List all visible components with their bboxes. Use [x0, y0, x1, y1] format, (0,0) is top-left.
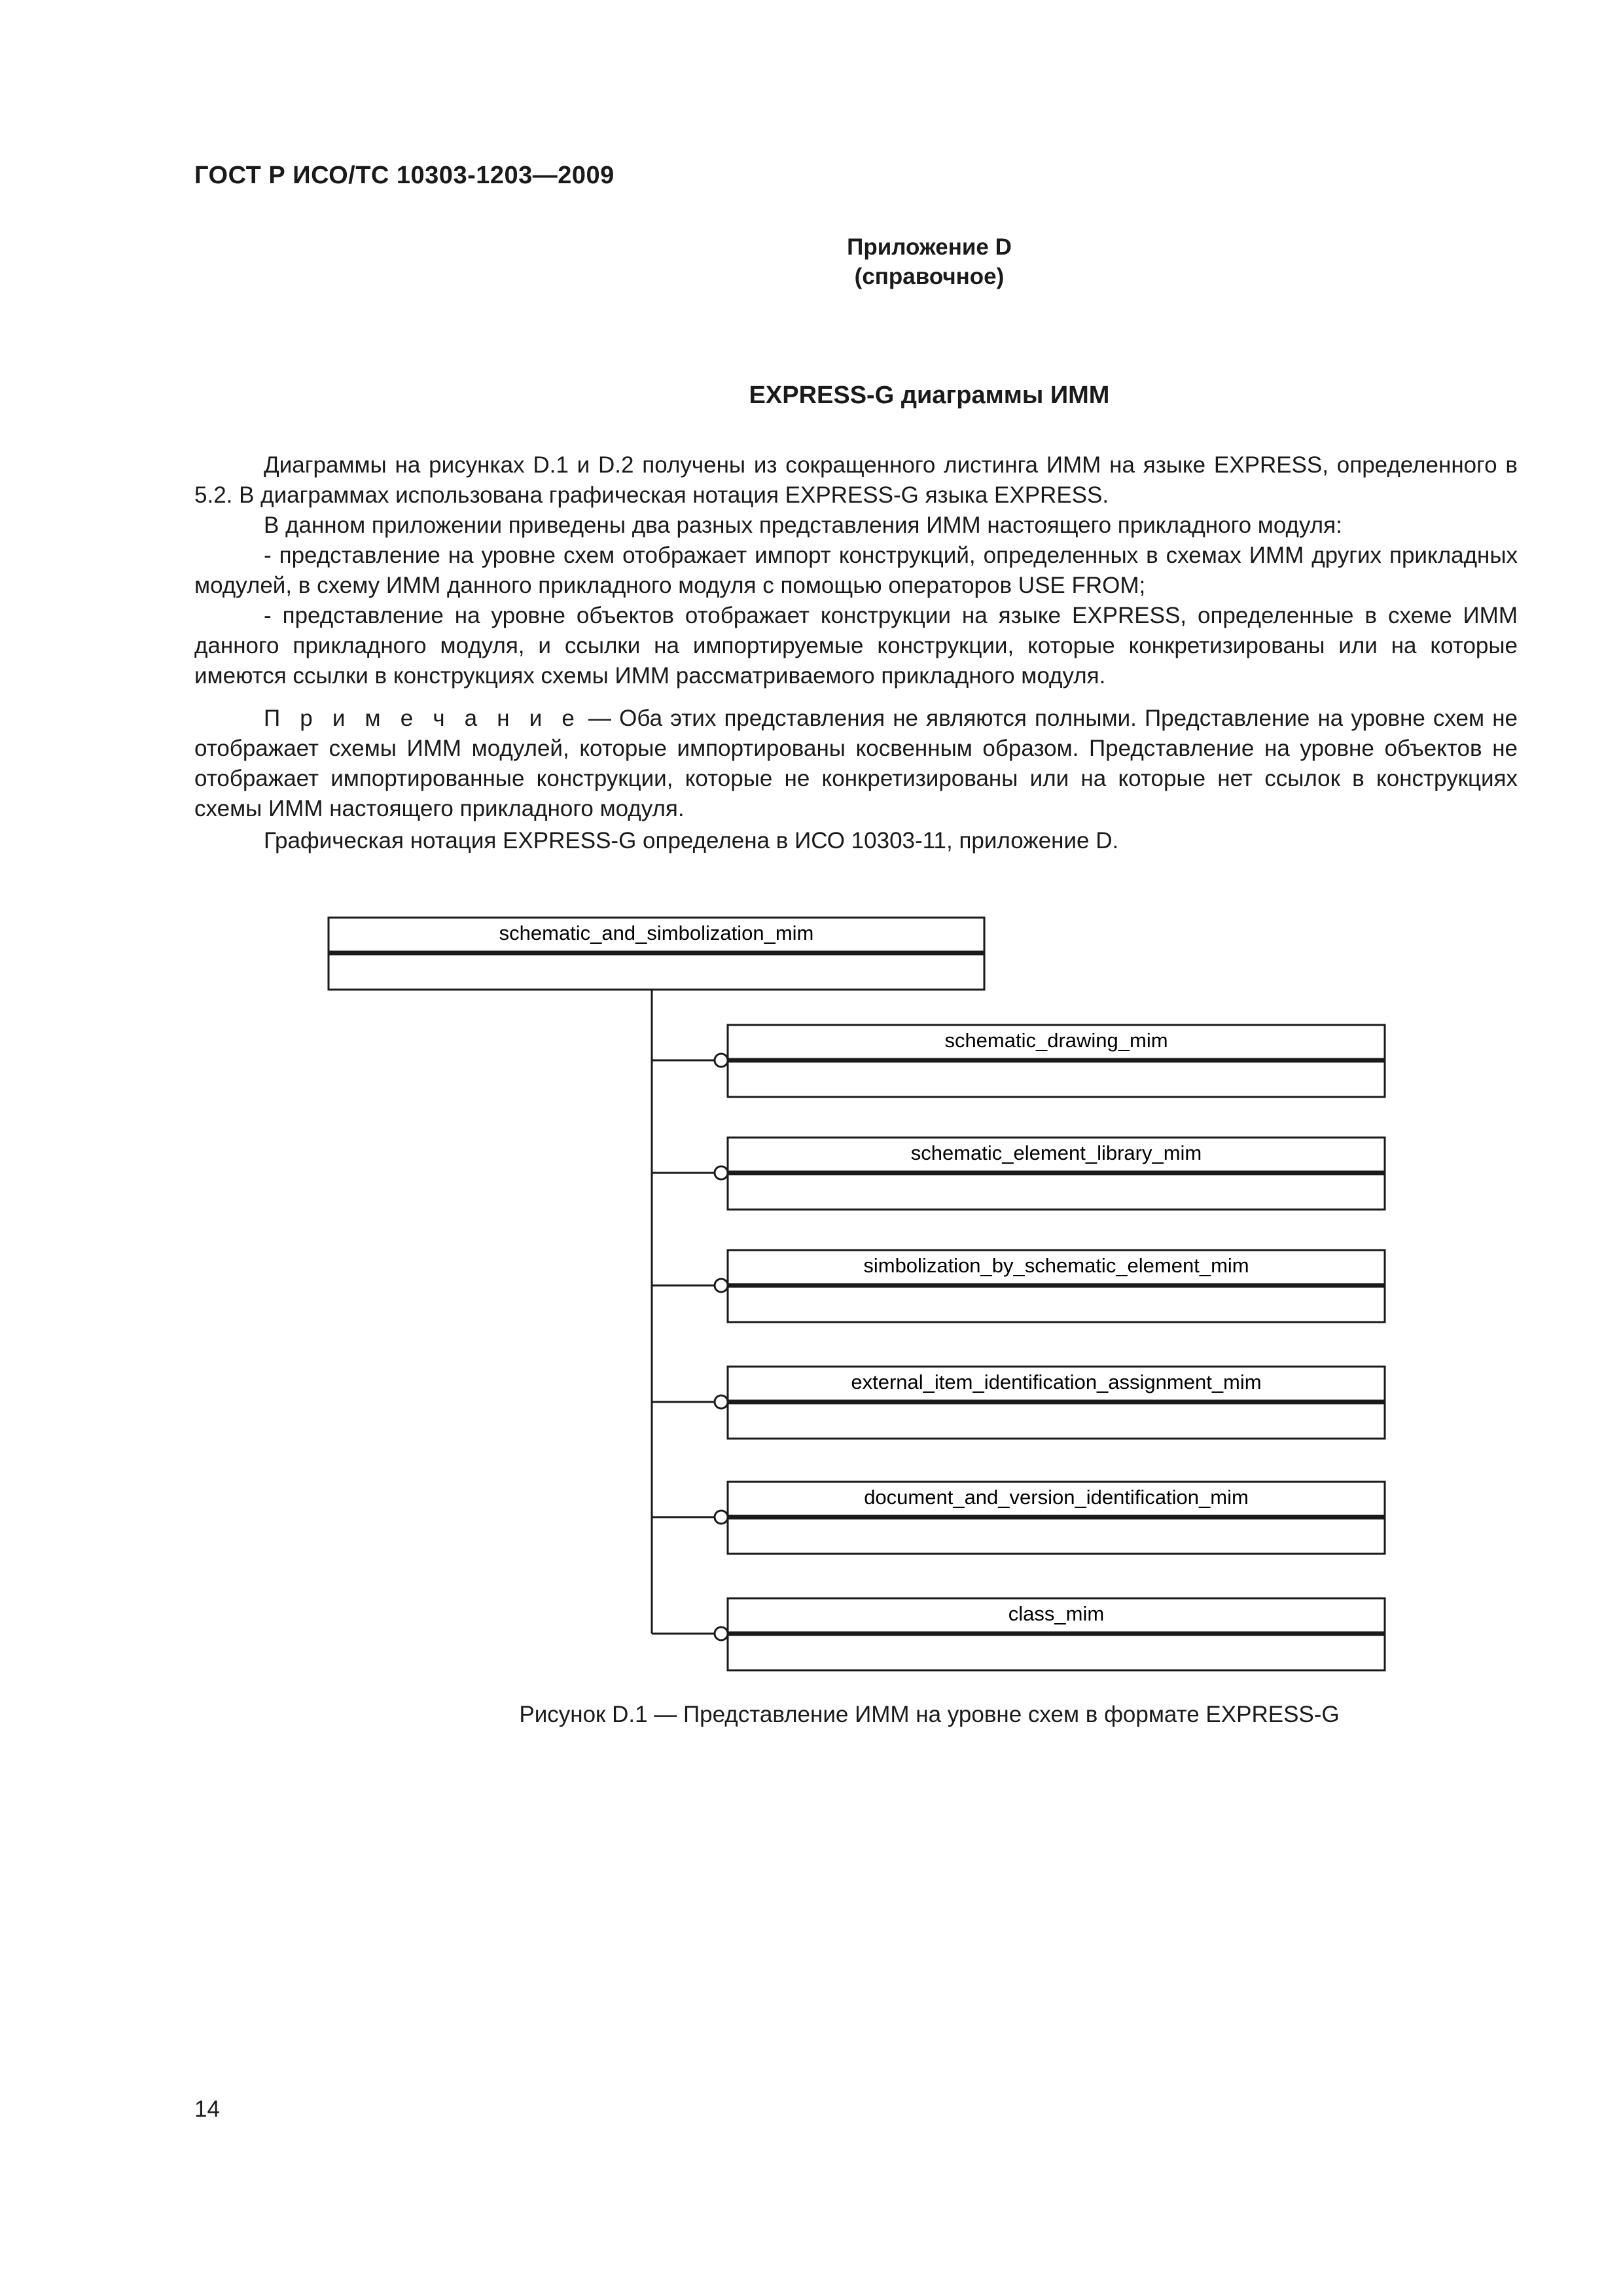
use-from-circle-icon: [715, 1627, 728, 1640]
imported-schema-box: [652, 1138, 1385, 1210]
list-item: - представление на уровне объектов отображает конструкции на языке EXPRESS, определенные в схеме ИММ данного прикладного модуля, и ссылки на импортируемые конструкции, которые конкретизированы или на которые имеются ссылки в конструкциях схемы ИММ рассматриваемого прикладного модуля.: [194, 603, 1518, 689]
notation-paragraph: Графическая нотация EXPRESS-G определена в ИСО 10303-11, приложение D.: [264, 828, 1119, 853]
note-text: — Оба этих представления не являются полными. Представление на уровне схем не отображает схемы ИММ модулей, которые импортированы косвенным образом. Представление на уровне объектов не отображает импортированные конструкции, которые не конкретизированы или на которые нет ссылок в конструкциях схемы ИММ настоящего прикладного модуля.: [194, 706, 1518, 821]
use-from-circle-icon: [715, 1395, 728, 1408]
root-schema-label: schematic_and_simbolization_mim: [499, 922, 814, 944]
schema-label: schematic_element_library_mim: [910, 1141, 1202, 1164]
use-from-circle-icon: [715, 1166, 728, 1179]
root-schema-box: [329, 918, 984, 990]
schema-label: document_and_version_identification_mim: [864, 1486, 1249, 1509]
schema-label: simbolization_by_schematic_element_mim: [863, 1254, 1249, 1277]
use-from-circle-icon: [715, 1511, 728, 1524]
list-item: - представление на уровне схем отображает импорт конструкций, определенных в схемах ИММ других прикладных модулей, в схему ИММ данного прикладного модуля с помощью операторов USE FROM;: [194, 543, 1518, 598]
paragraph: В данном приложении приведены два разных представления ИММ настоящего прикладного модуля:: [264, 512, 1342, 538]
page-number: 14: [194, 2096, 220, 2122]
schema-label: external_item_identification_assignment_mim: [851, 1371, 1262, 1393]
annex-title: Приложение D: [847, 234, 1012, 260]
document-header: ГОСТ Р ИСО/ТС 10303-1203—2009: [194, 162, 615, 189]
schema-label: schematic_drawing_mim: [944, 1029, 1168, 1052]
figure-caption: Рисунок D.1 — Представление ИММ на уровне схем в формате EXPRESS-G: [519, 1702, 1340, 1727]
imported-schema-box: [652, 1367, 1385, 1439]
paragraph: Диаграммы на рисунках D.1 и D.2 получены из сокращенного листинга ИММ на языке EXPRESS, определенного в 5.2. В диаграммах использована графическая нотация EXPRESS-G языка EXPRESS.: [194, 452, 1518, 508]
use-from-circle-icon: [715, 1279, 728, 1292]
section-title: EXPRESS-G диаграммы ИММ: [749, 382, 1110, 409]
imported-schema-box: [652, 1482, 1385, 1554]
annex-type: (справочное): [854, 264, 1005, 289]
imported-schema-box: [652, 1025, 1385, 1097]
imported-schema-box: [652, 1250, 1385, 1322]
note-label: П р и м е ч а н и е: [264, 706, 580, 731]
use-from-circle-icon: [715, 1054, 728, 1067]
imported-schema-box: [652, 1598, 1385, 1670]
schema-label: class_mim: [1008, 1602, 1105, 1625]
